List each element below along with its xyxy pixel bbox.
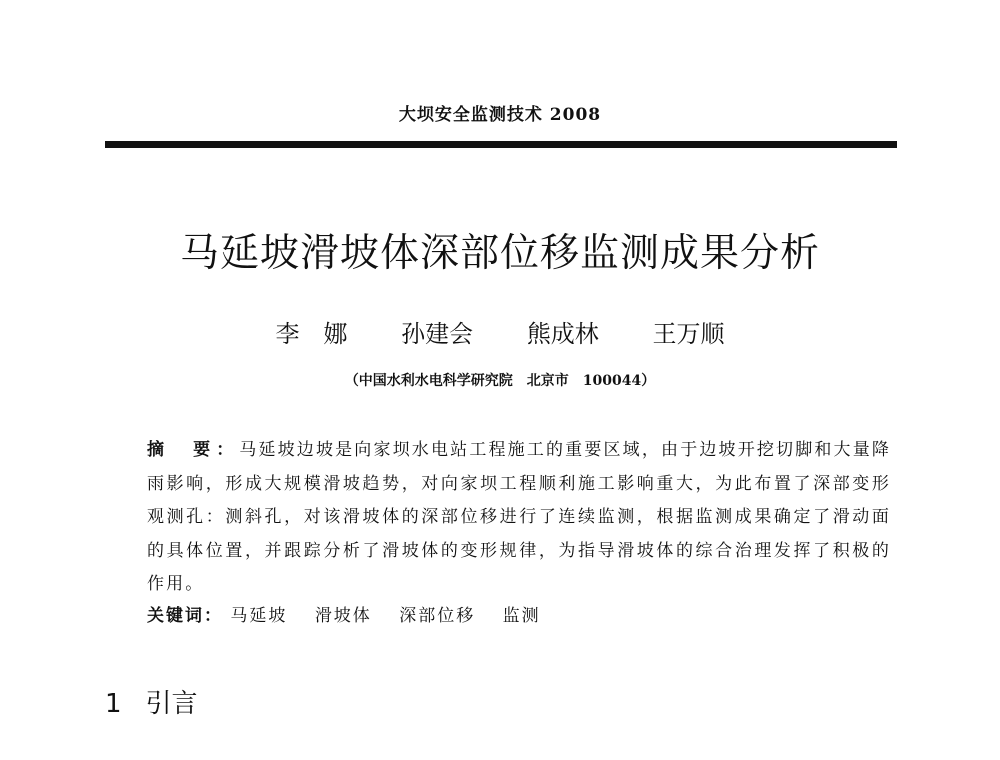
keyword-1: 马延坡 [230,606,288,626]
author-4: 王万顺 [652,320,725,348]
author-2: 孙建会 [401,320,474,348]
running-header: 大坝安全监测技术 2008 [398,105,602,125]
keyword-2: 滑坡体 [314,606,372,626]
header-rule [105,141,897,148]
abstract-text: 马延坡边坡是向家坝水电站工程施工的重要区域，由于边坡开挖切脚和大量降雨影响，形成大规模滑坡趋势，对向家坝工程顺利施工影响重大，为此布置了深部变形观测孔：测斜孔，对该滑坡体的深部位移进行了连续监测，根据监测成果确定了滑动面的具体位置，并跟踪分析了滑坡体的变形规律，为指导滑坡体的综合治理发挥了积极的作用。 [147,440,891,594]
abstract [147,434,891,602]
abstract-label: 摘 要： [147,440,240,460]
keywords-label: 关键词： [147,606,223,626]
section-title: 引言 [145,689,198,719]
keyword-4: 监测 [502,606,541,626]
keyword-3: 深部位移 [399,606,476,626]
affiliation: （中国水利水电科学研究院 北京市 100044） [344,373,656,389]
author-list [0,314,1000,349]
keywords [147,603,891,629]
section-number: 1 [105,689,122,719]
author-3: 熊成林 [526,320,599,348]
section-heading [105,683,198,720]
paper-title: 马延坡滑坡体深部位移监测成果分析 [179,231,820,276]
author-1: 李 娜 [275,320,348,348]
